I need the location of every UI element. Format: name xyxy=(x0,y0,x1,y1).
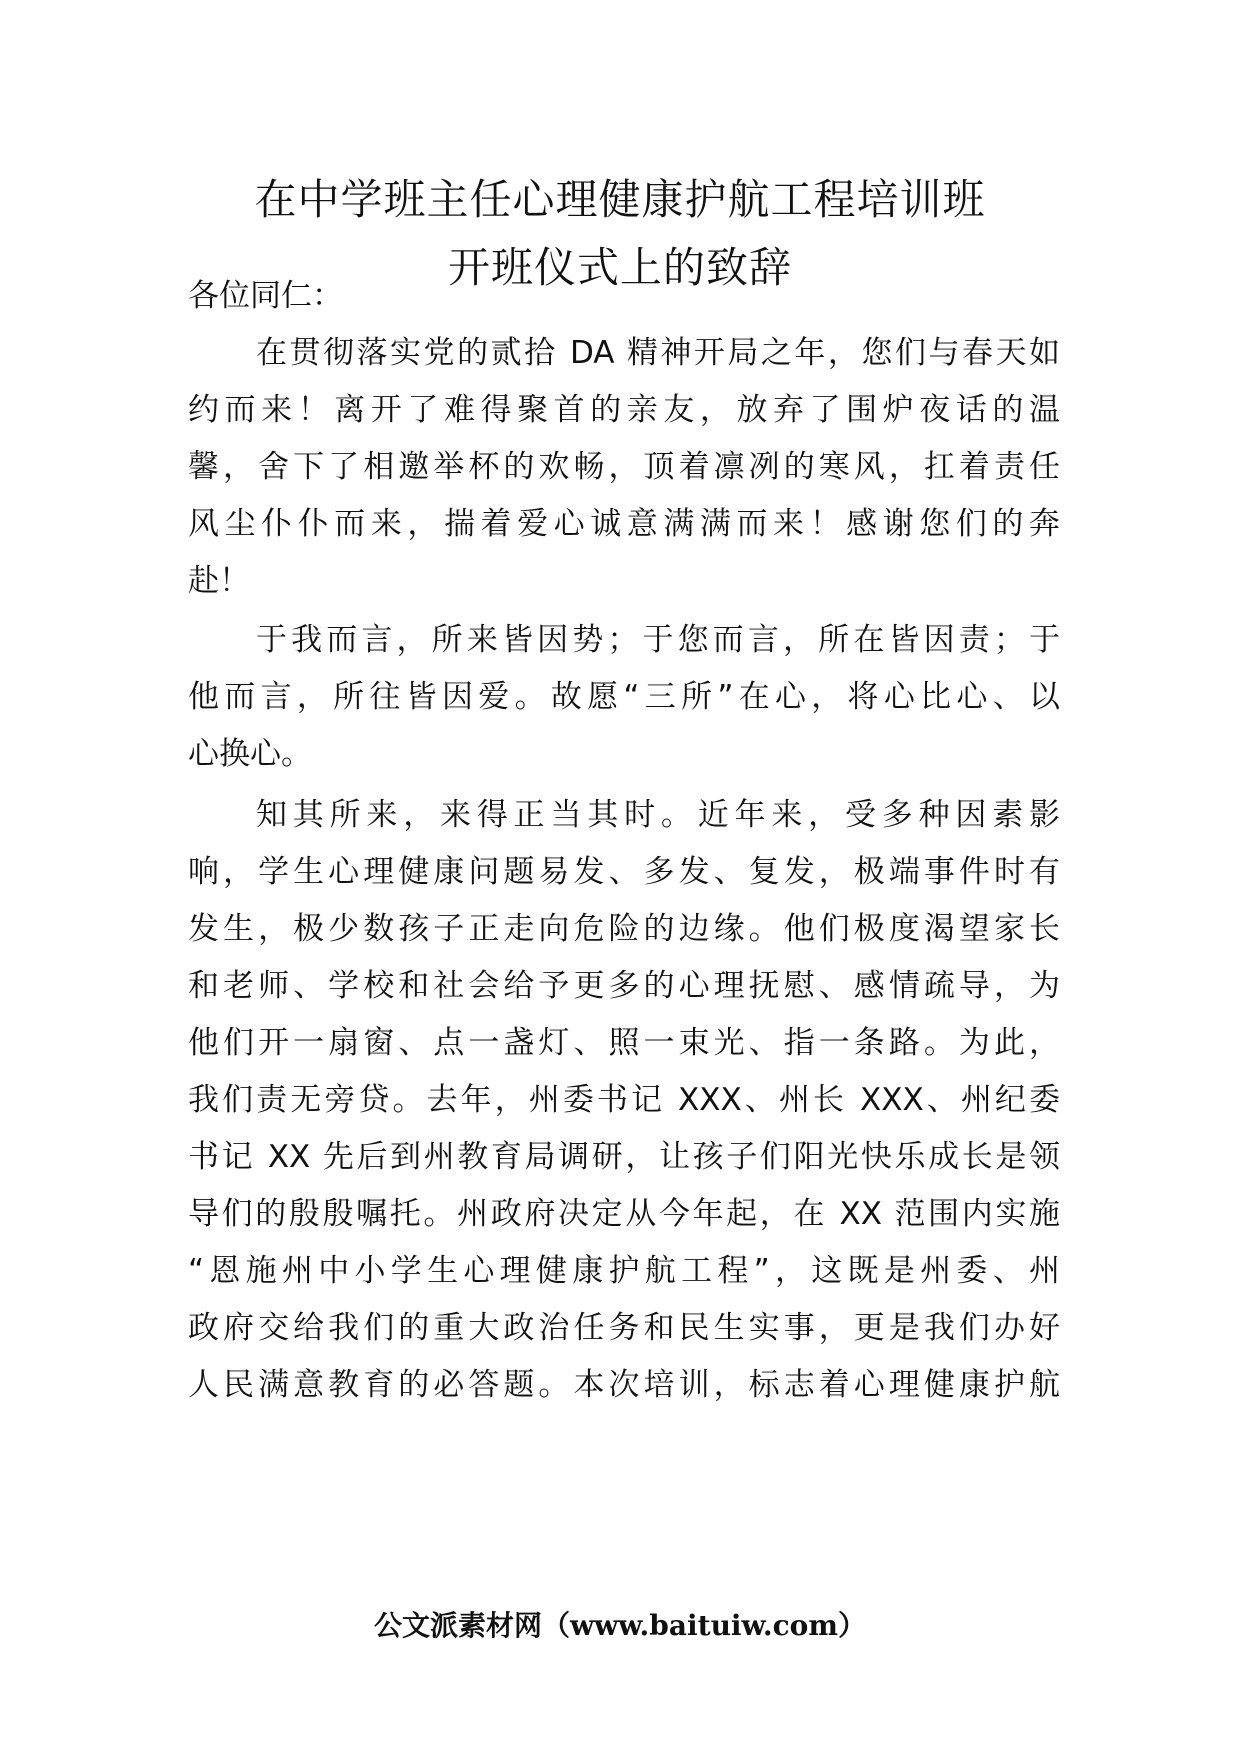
body-line: 他而言，所往皆因爱。故愿“三所”在心，将心比心、以 xyxy=(188,679,1060,715)
body-line: 发生，极少数孩子正走向危险的边缘。他们极度渴望家长 xyxy=(188,911,1060,947)
body-line: 心换心。 xyxy=(188,736,312,772)
body-line: 书记 XX 先后到州教育局调研，让孩子们阳光快乐成长是领 xyxy=(188,1139,1060,1175)
body-line: 馨，舍下了相邀举杯的欢畅，顶着凛冽的寒风，扛着责任 xyxy=(188,449,1060,485)
body-line: 约而来！离开了难得聚首的亲友，放弃了围炉夜话的温 xyxy=(188,392,1060,428)
body-line: 赴！ xyxy=(188,563,250,599)
body-line: 于我而言，所来皆因势；于您而言，所在皆因责；于 xyxy=(256,622,1060,658)
body-line: 他们开一扇窗、点一盏灯、照一束光、指一条路。为此， xyxy=(188,1025,1060,1061)
body-line: 和老师、学校和社会给予更多的心理抚慰、感情疏导，为 xyxy=(188,968,1060,1004)
body-line: 在贯彻落实党的贰拾 DA 精神开局之年，您们与春天如 xyxy=(256,335,1060,371)
body-line: “恩施州中小学生心理健康护航工程”，这既是州委、州 xyxy=(188,1253,1060,1289)
body-line: 我们责无旁贷。去年，州委书记 XXX、州长 XXX、州纪委 xyxy=(188,1082,1060,1118)
body-line: 知其所来，来得正当其时。近年来，受多种因素影 xyxy=(256,797,1060,833)
body-line: 风尘仆仆而来，揣着爱心诚意满满而来！感谢您们的奔 xyxy=(188,506,1060,542)
document-title-line-1: 在中学班主任心理健康护航工程培训班 xyxy=(254,175,986,224)
body-line: 导们的殷殷嘱托。州政府决定从今年起，在 XX 范围内实施 xyxy=(188,1196,1060,1232)
salutation: 各位同仁： xyxy=(188,278,343,314)
document-title-line-2: 开班仪式上的致辞 xyxy=(447,243,792,292)
body-line: 政府交给我们的重大政治任务和民生实事，更是我们办好 xyxy=(188,1310,1060,1346)
body-line: 人民满意教育的必答题。本次培训，标志着心理健康护航 xyxy=(188,1367,1060,1403)
footer-watermark: 公文派素材网（www.baituiw.com） xyxy=(374,1609,866,1642)
body-line: 响，学生心理健康问题易发、多发、复发，极端事件时有 xyxy=(188,854,1060,890)
